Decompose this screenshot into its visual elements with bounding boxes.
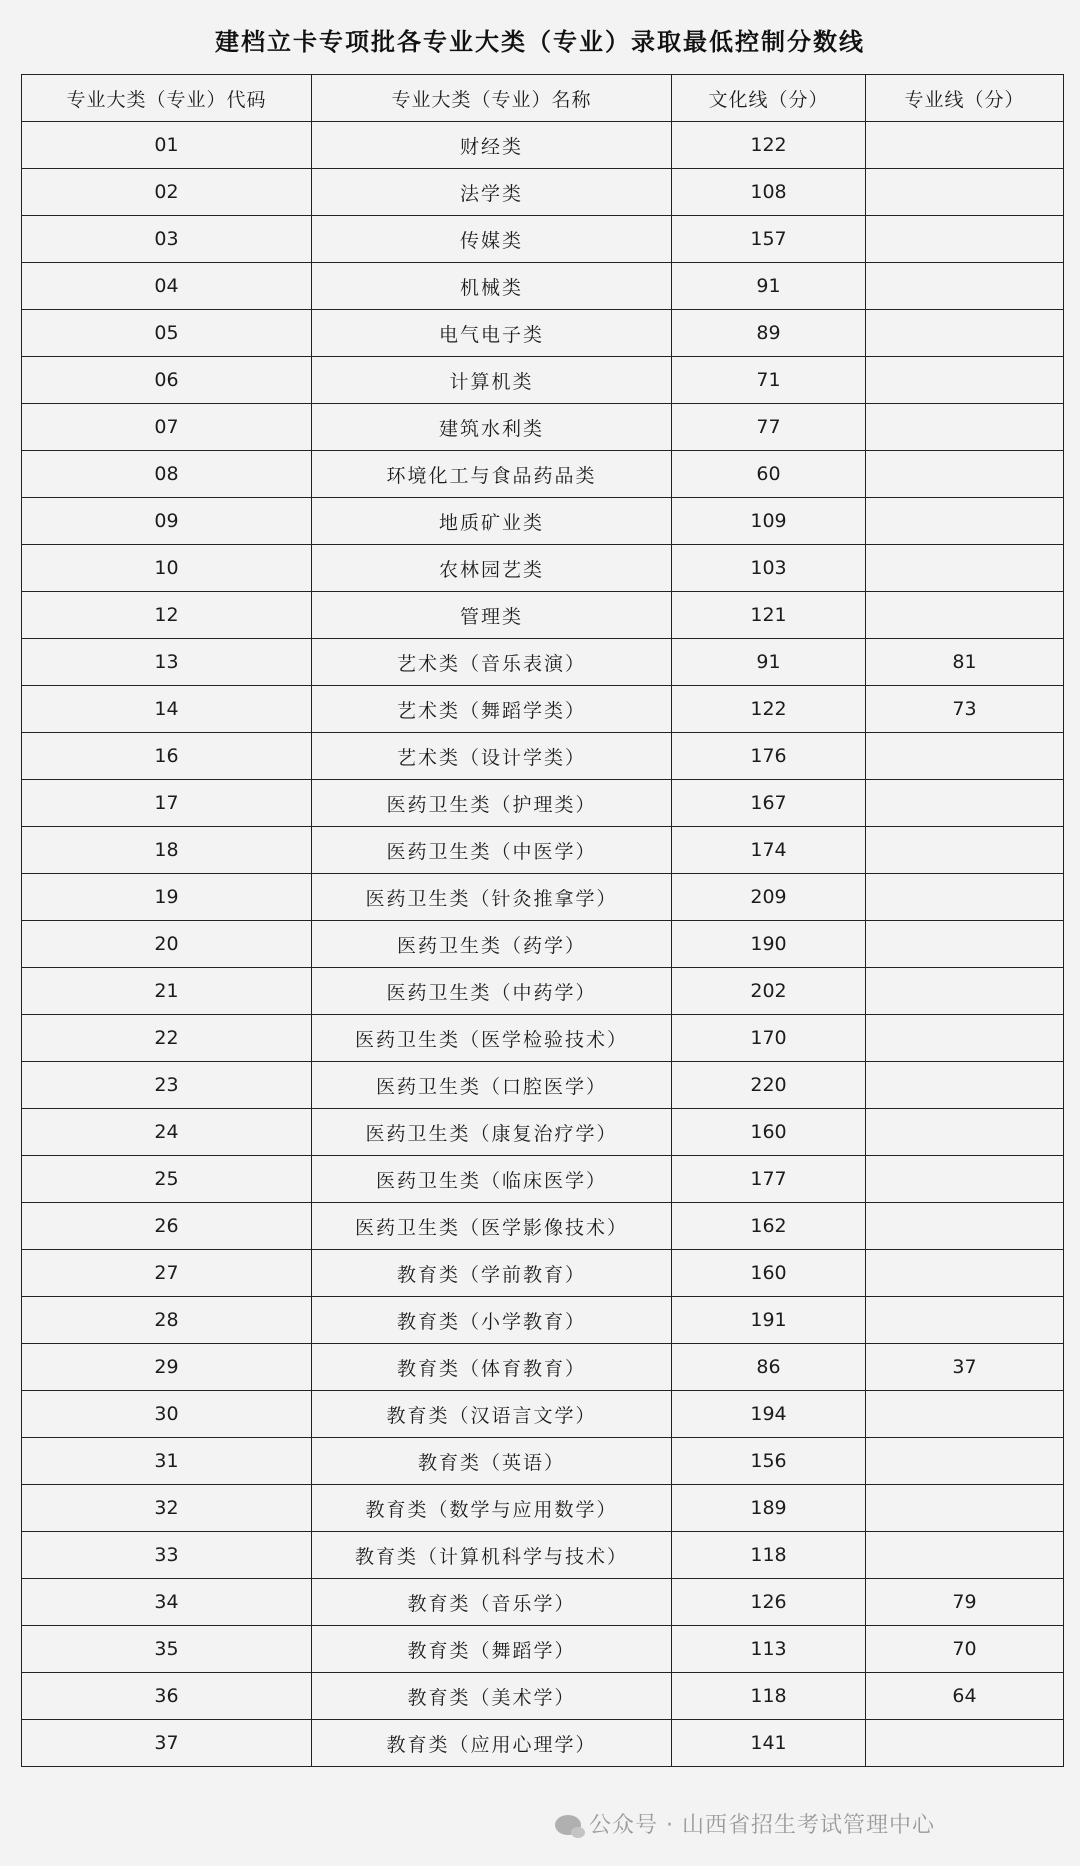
cell-code: 35 bbox=[22, 1626, 312, 1673]
cell-culture-line: 103 bbox=[672, 545, 866, 592]
table-row bbox=[22, 1391, 1064, 1438]
cell-culture-line: 209 bbox=[672, 874, 866, 921]
page-title: 建档立卡专项批各专业大类（专业）录取最低控制分数线 bbox=[215, 27, 865, 56]
header-code: 专业大类（专业）代码 bbox=[22, 75, 312, 122]
cell-pro-line bbox=[866, 169, 1064, 216]
cell-name: 医药卫生类（口腔医学） bbox=[312, 1062, 672, 1109]
cell-name: 建筑水利类 bbox=[312, 404, 672, 451]
table-row bbox=[22, 310, 1064, 357]
table-row bbox=[22, 545, 1064, 592]
cell-pro-line bbox=[866, 545, 1064, 592]
cell-culture-line: 191 bbox=[672, 1297, 866, 1344]
cell-culture-line: 118 bbox=[672, 1532, 866, 1579]
cell-name: 教育类（英语） bbox=[312, 1438, 672, 1485]
cell-pro-line bbox=[866, 357, 1064, 404]
cell-code: 16 bbox=[22, 733, 312, 780]
table-row bbox=[22, 874, 1064, 921]
table-row bbox=[22, 827, 1064, 874]
cell-name: 教育类（舞蹈学） bbox=[312, 1626, 672, 1673]
cell-pro-line bbox=[866, 1109, 1064, 1156]
header-pro-line: 专业线（分） bbox=[866, 75, 1064, 122]
cell-culture-line: 126 bbox=[672, 1579, 866, 1626]
cell-code: 02 bbox=[22, 169, 312, 216]
table-row bbox=[22, 404, 1064, 451]
table-row bbox=[22, 1203, 1064, 1250]
cell-code: 06 bbox=[22, 357, 312, 404]
cell-culture-line: 202 bbox=[672, 968, 866, 1015]
cell-code: 37 bbox=[22, 1720, 312, 1767]
cell-pro-line: 70 bbox=[866, 1626, 1064, 1673]
table-row bbox=[22, 1109, 1064, 1156]
cell-code: 12 bbox=[22, 592, 312, 639]
table-row bbox=[22, 1673, 1064, 1720]
cell-pro-line bbox=[866, 1297, 1064, 1344]
cell-name: 医药卫生类（中药学） bbox=[312, 968, 672, 1015]
table-row bbox=[22, 1062, 1064, 1109]
cell-culture-line: 71 bbox=[672, 357, 866, 404]
cell-code: 19 bbox=[22, 874, 312, 921]
table-row bbox=[22, 1156, 1064, 1203]
table-header-row bbox=[22, 75, 1064, 122]
cell-name: 财经类 bbox=[312, 122, 672, 169]
cell-pro-line bbox=[866, 216, 1064, 263]
header-culture-line: 文化线（分） bbox=[672, 75, 866, 122]
cell-name: 电气电子类 bbox=[312, 310, 672, 357]
cell-code: 32 bbox=[22, 1485, 312, 1532]
cell-pro-line bbox=[866, 1532, 1064, 1579]
cell-culture-line: 113 bbox=[672, 1626, 866, 1673]
cell-pro-line bbox=[866, 404, 1064, 451]
cell-name: 艺术类（舞蹈学类） bbox=[312, 686, 672, 733]
table-row bbox=[22, 1579, 1064, 1626]
cell-code: 29 bbox=[22, 1344, 312, 1391]
cell-name: 教育类（体育教育） bbox=[312, 1344, 672, 1391]
table-row bbox=[22, 780, 1064, 827]
table-row bbox=[22, 263, 1064, 310]
cell-pro-line bbox=[866, 968, 1064, 1015]
cell-pro-line bbox=[866, 310, 1064, 357]
cell-name: 计算机类 bbox=[312, 357, 672, 404]
cell-culture-line: 91 bbox=[672, 639, 866, 686]
cell-code: 28 bbox=[22, 1297, 312, 1344]
cell-culture-line: 122 bbox=[672, 122, 866, 169]
table-row bbox=[22, 1297, 1064, 1344]
cell-culture-line: 91 bbox=[672, 263, 866, 310]
table-row bbox=[22, 639, 1064, 686]
cell-code: 25 bbox=[22, 1156, 312, 1203]
watermark-text: 公众号 · 山西省招生考试管理中心 bbox=[589, 1813, 935, 1838]
cell-name: 医药卫生类（临床医学） bbox=[312, 1156, 672, 1203]
table-row bbox=[22, 733, 1064, 780]
cell-pro-line bbox=[866, 498, 1064, 545]
cell-code: 31 bbox=[22, 1438, 312, 1485]
table-row bbox=[22, 1720, 1064, 1767]
cell-pro-line bbox=[866, 1438, 1064, 1485]
header-name: 专业大类（专业）名称 bbox=[312, 75, 672, 122]
cell-code: 36 bbox=[22, 1673, 312, 1720]
cell-code: 20 bbox=[22, 921, 312, 968]
cell-name: 教育类（音乐学） bbox=[312, 1579, 672, 1626]
cell-name: 机械类 bbox=[312, 263, 672, 310]
cell-culture-line: 189 bbox=[672, 1485, 866, 1532]
cell-pro-line bbox=[866, 592, 1064, 639]
cell-culture-line: 176 bbox=[672, 733, 866, 780]
table-row bbox=[22, 1626, 1064, 1673]
cell-culture-line: 167 bbox=[672, 780, 866, 827]
cell-code: 05 bbox=[22, 310, 312, 357]
cell-pro-line bbox=[866, 1015, 1064, 1062]
cell-code: 30 bbox=[22, 1391, 312, 1438]
cell-code: 23 bbox=[22, 1062, 312, 1109]
cell-name: 环境化工与食品药品类 bbox=[312, 451, 672, 498]
table-row bbox=[22, 1015, 1064, 1062]
cell-code: 13 bbox=[22, 639, 312, 686]
cell-name: 医药卫生类（针灸推拿学） bbox=[312, 874, 672, 921]
cell-culture-line: 89 bbox=[672, 310, 866, 357]
table-row bbox=[22, 169, 1064, 216]
cell-culture-line: 174 bbox=[672, 827, 866, 874]
cell-culture-line: 156 bbox=[672, 1438, 866, 1485]
cell-pro-line: 73 bbox=[866, 686, 1064, 733]
table-row bbox=[22, 216, 1064, 263]
cell-code: 10 bbox=[22, 545, 312, 592]
cell-name: 教育类（小学教育） bbox=[312, 1297, 672, 1344]
cell-culture-line: 108 bbox=[672, 169, 866, 216]
table-row bbox=[22, 1344, 1064, 1391]
cell-pro-line bbox=[866, 1250, 1064, 1297]
cell-name: 医药卫生类（药学） bbox=[312, 921, 672, 968]
cell-code: 34 bbox=[22, 1579, 312, 1626]
cell-name: 教育类（应用心理学） bbox=[312, 1720, 672, 1767]
cell-code: 27 bbox=[22, 1250, 312, 1297]
cell-pro-line bbox=[866, 1720, 1064, 1767]
cell-code: 18 bbox=[22, 827, 312, 874]
cell-name: 艺术类（音乐表演） bbox=[312, 639, 672, 686]
cell-pro-line bbox=[866, 827, 1064, 874]
table-row bbox=[22, 357, 1064, 404]
cell-code: 17 bbox=[22, 780, 312, 827]
cell-name: 农林园艺类 bbox=[312, 545, 672, 592]
table-row bbox=[22, 968, 1064, 1015]
cell-pro-line: 37 bbox=[866, 1344, 1064, 1391]
cell-culture-line: 122 bbox=[672, 686, 866, 733]
cell-name: 医药卫生类（医学影像技术） bbox=[312, 1203, 672, 1250]
cell-code: 26 bbox=[22, 1203, 312, 1250]
cell-code: 33 bbox=[22, 1532, 312, 1579]
table-row bbox=[22, 122, 1064, 169]
cell-name: 医药卫生类（护理类） bbox=[312, 780, 672, 827]
cell-culture-line: 157 bbox=[672, 216, 866, 263]
table-row bbox=[22, 1485, 1064, 1532]
wechat-icon bbox=[555, 1815, 581, 1835]
table-row bbox=[22, 451, 1064, 498]
cell-culture-line: 77 bbox=[672, 404, 866, 451]
cell-culture-line: 86 bbox=[672, 1344, 866, 1391]
score-table bbox=[21, 74, 1064, 1767]
cell-code: 24 bbox=[22, 1109, 312, 1156]
cell-culture-line: 60 bbox=[672, 451, 866, 498]
cell-name: 传媒类 bbox=[312, 216, 672, 263]
watermark bbox=[555, 1808, 935, 1839]
cell-pro-line bbox=[866, 263, 1064, 310]
cell-code: 14 bbox=[22, 686, 312, 733]
cell-pro-line bbox=[866, 1203, 1064, 1250]
cell-name: 教育类（学前教育） bbox=[312, 1250, 672, 1297]
cell-culture-line: 160 bbox=[672, 1109, 866, 1156]
cell-code: 22 bbox=[22, 1015, 312, 1062]
cell-culture-line: 118 bbox=[672, 1673, 866, 1720]
cell-culture-line: 220 bbox=[672, 1062, 866, 1109]
cell-culture-line: 170 bbox=[672, 1015, 866, 1062]
cell-culture-line: 141 bbox=[672, 1720, 866, 1767]
table-row bbox=[22, 1438, 1064, 1485]
table-row bbox=[22, 1250, 1064, 1297]
cell-pro-line: 79 bbox=[866, 1579, 1064, 1626]
cell-pro-line bbox=[866, 1156, 1064, 1203]
cell-code: 03 bbox=[22, 216, 312, 263]
cell-name: 地质矿业类 bbox=[312, 498, 672, 545]
cell-name: 法学类 bbox=[312, 169, 672, 216]
cell-name: 管理类 bbox=[312, 592, 672, 639]
cell-code: 08 bbox=[22, 451, 312, 498]
cell-pro-line bbox=[866, 1391, 1064, 1438]
cell-name: 教育类（美术学） bbox=[312, 1673, 672, 1720]
cell-name: 教育类（汉语言文学） bbox=[312, 1391, 672, 1438]
table-row bbox=[22, 592, 1064, 639]
cell-pro-line bbox=[866, 122, 1064, 169]
cell-culture-line: 109 bbox=[672, 498, 866, 545]
cell-code: 21 bbox=[22, 968, 312, 1015]
cell-culture-line: 121 bbox=[672, 592, 866, 639]
cell-code: 04 bbox=[22, 263, 312, 310]
cell-pro-line bbox=[866, 780, 1064, 827]
table-row bbox=[22, 686, 1064, 733]
cell-code: 07 bbox=[22, 404, 312, 451]
cell-culture-line: 177 bbox=[672, 1156, 866, 1203]
cell-culture-line: 160 bbox=[672, 1250, 866, 1297]
cell-code: 09 bbox=[22, 498, 312, 545]
cell-name: 医药卫生类（中医学） bbox=[312, 827, 672, 874]
cell-culture-line: 162 bbox=[672, 1203, 866, 1250]
cell-pro-line bbox=[866, 921, 1064, 968]
cell-pro-line: 81 bbox=[866, 639, 1064, 686]
cell-pro-line bbox=[866, 1062, 1064, 1109]
cell-name: 医药卫生类（康复治疗学） bbox=[312, 1109, 672, 1156]
cell-pro-line: 64 bbox=[866, 1673, 1064, 1720]
table-row bbox=[22, 1532, 1064, 1579]
cell-pro-line bbox=[866, 451, 1064, 498]
cell-code: 01 bbox=[22, 122, 312, 169]
table-body bbox=[22, 122, 1064, 1767]
cell-pro-line bbox=[866, 1485, 1064, 1532]
cell-culture-line: 190 bbox=[672, 921, 866, 968]
table-row bbox=[22, 921, 1064, 968]
cell-name: 教育类（数学与应用数学） bbox=[312, 1485, 672, 1532]
cell-pro-line bbox=[866, 733, 1064, 780]
cell-name: 艺术类（设计学类） bbox=[312, 733, 672, 780]
cell-pro-line bbox=[866, 874, 1064, 921]
cell-name: 教育类（计算机科学与技术） bbox=[312, 1532, 672, 1579]
table-row bbox=[22, 498, 1064, 545]
cell-culture-line: 194 bbox=[672, 1391, 866, 1438]
cell-name: 医药卫生类（医学检验技术） bbox=[312, 1015, 672, 1062]
